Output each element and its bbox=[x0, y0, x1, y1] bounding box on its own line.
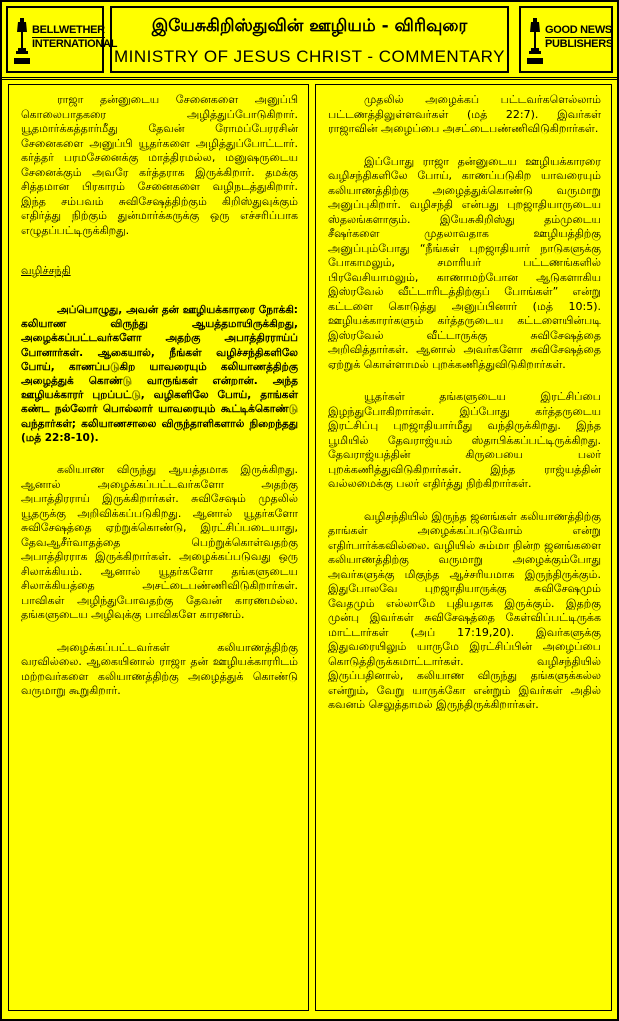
paragraph: முதலில் அழைக்கப் பட்டவர்களெல்லாம் பட்டணத்திலுள்ளவர்கள் (மத் 22:7). இவர்கள் ராஜாவின் அழைப்பை அசட்டைபண்ணிவிடுகிறார்கள். bbox=[328, 93, 601, 135]
section-heading: வழிச்சந்தி bbox=[21, 264, 71, 277]
title-box bbox=[110, 6, 509, 73]
right-column bbox=[315, 84, 612, 1011]
paragraph: வழிசந்தியில் இருந்த ஜனங்கள் கலியாணத்திற்கு தாங்கள் அழைக்கப்படுவோம் என்று எதிர்பார்க்கவில்லை. வழியில் சும்மா நின்ற ஜனங்களை கலியாணத்திற்கு வருமாறு அழைக்கும்போது அவர்களுக்கு மிகுந்த ஆச்சரியமாக இருந்திருக்கும். இதுபோலவே புறஜாதியாருக்கு சுவிசேஷமும் வேதமும் எல்லாமே புதியதாக இருக்கும். இதற்கு முன்பு இவர்கள் சுவிசேஷத்தை கேள்விப்பட்டிருக்க மாட்டார்கள் (அப் 17:19,20). இவர்களுக்கு இதுவரையிலும் யாருமே இரட்சிப்பின் அழைப்பை கொடுத்திருக்கமாட்டார்கள். வழிசந்தியில் இருப்பதினால், கலியாண விருந்து தங்களுக்கல்ல என்றும், வேறு யாருக்கோ என்றும் இவர்கள் அதில் கவனம் செலுத்தாமல் இருந்திருக்கிறார்கள். bbox=[328, 509, 601, 711]
bellwether-logo bbox=[6, 6, 118, 73]
scripture-quote: அப்பொழுது, அவன் தன் ஊழியக்காரரை நோக்கி: கலியாண விருந்து ஆயத்தமாயிருக்கிறது, அழைக்கப்பட்டவர்களோ அதற்கு அபாத்திரராய்ப் போனார்கள். ஆகையால், நீங்கள் வழிச்சந்திகளிலே போய், காணப்படுகிற யாவரையும் கலியாணத்திற்கு அழைத்துக் கொண்டு வாருங்கள் என்றான். அந்த ஊழியக்காரர் புறப்பட்டு, வழிகளிலே போய், தாங்கள் கண்ட நல்லோர் பொல்லார் யாவரையும் கூட்டிக்கொண்டு வந்தார்கள்; கலியாணசாலை விருந்தாளிகளால் நிறைந்தது (மத் 22:8-10). bbox=[21, 304, 298, 444]
paragraph: கலியாண விருந்து ஆயத்தமாக இருக்கிறது. ஆனால் அழைக்கப்பட்டவர்களோ அதற்கு அபாத்திரராய் இருக்கிறார்கள். சுவிசேஷம் முதலில் யூதருக்கு அறிவிக்கப்படுகிறது. ஆனால் யூதர்களோ சுவிசேஷத்தை ஏற்றுக்கொண்டு, இரட்சிப்படையாது, தேவஆசீர்வாதத்தை பெற்றுக்கொள்வதற்கு அபாத்திரராக இருக்கிறார்கள். அழைக்கப்படுவது ஒரு சிலாக்கியம். ஆனால் யூதர்களோ தங்களுடைய சிலாக்கியத்தை அசட்டைபண்ணிவிடுகிறார்கள். பாவிகள் அழிந்துபோவதற்கு தேவன் காரணமல்ல. தங்களுடைய அழிவுக்கு பாவிகளே காரணம். bbox=[21, 463, 298, 622]
page-title-tamil: இயேசுகிறிஸ்துவின் ஊழியம் - விரிவுரை bbox=[151, 16, 468, 36]
left-column bbox=[8, 84, 309, 1011]
page-title-english: MINISTRY OF JESUS CHRIST - COMMENTARY bbox=[114, 47, 505, 66]
paragraph: இப்போது ராஜா தன்னுடைய ஊழியக்காரரை வழிசந்திகளிலே போய், காணப்படுகிற யாவரையும் கலியாணத்திற்கு அழைத்துக்கொண்டு வருமாறு அனுப்புகிறார். வழிசந்தி என்பது புறஜாதியாருடைய ஸ்தலங்களாகும். இயேசுகிறிஸ்து தம்முடைய சீஷர்களை முதலாவதாக ஊழியத்திற்கு அனுப்பும்போது “நீங்கள் புறஜாதியார் நாடுகளுக்கு போகாமலும், சமாரியர் பட்டணங்களில் பிரவேசியாமலும், காணாமற்போன ஆடுகளாகிய இஸ்ரவேல் வீட்டாரிடத்திற்குப் போங்கள்” என்று கட்டளை கொடுத்து அனுப்பினார் (மத் 10:5). ஊழியக்காரர்களும் கர்த்தருடைய கட்டளையின்படி இஸ்ரவேல் வீட்டாருக்கு சுவிசேஷத்தை அறிவித்தார்கள். ஆனால் அவர்களோ சுவிசேஷத்தை ஏற்றுக் கொள்ளாமல் புறக்கணித்துவிடுகிறார்கள். bbox=[328, 154, 601, 371]
lamp-icon bbox=[527, 18, 543, 64]
paragraph: ராஜா தன்னுடைய சேனைகளை அனுப்பி கொலைபாதகரை அழித்துப்போடுகிறார். யூதமார்க்கத்தார்மீது தேவன் ரோமப்பேரரசின் சேனைகளை அனுப்பி யூதர்களை அழித்துப்போட்டார். கர்த்தர் பரமசேனைக்கு மாத்திரமல்ல, மனுஷருடைய சேனைக்கும் அவரே கர்த்தராக இருக்கிறார். தமக்கு சித்தமான பிரகாரம் சேனைகளை வழிநடத்துகிறார். இந்த சம்பவம் சுவிசேஷத்திற்கும் கிறிஸ்துவுக்கும் எதிர்த்து நிற்கும் துன்மார்க்கருக்கு ஒரு எச்சரிப்பாக எழுதப்பட்டிருக்கிறது. bbox=[21, 93, 298, 237]
lamp-icon bbox=[14, 18, 30, 64]
page-header bbox=[2, 2, 617, 80]
paragraph: யூதர்கள் தங்களுடைய இரட்சிப்பை இழந்துபோகிறார்கள். இப்போது கர்த்தருடைய இரட்சிப்பு புறஜாதியார்மீது வந்திருக்கிறது. இந்த பூமியில் தேவராஜ்யம் ஸ்தாபிக்கப்பட்டிருக்கிறது. தேவராஜ்யத்தின் கிருபையை பலர் புறக்கணித்துவிடுகிறார்கள். இந்த ராஜ்யத்தின் வல்லமைக்கு பலர் எதிர்த்து நிற்கிறார்கள். bbox=[328, 390, 601, 490]
paragraph: அழைக்கப்பட்டவர்கள் கலியாணத்திற்கு வரவில்லை. ஆகையினால் ராஜா தன் ஊழியக்காரரிடம் மற்றவர்களை கலியாணத்திற்கு அழைத்துக் கொண்டு வருமாறு கூறுகிறார். bbox=[21, 640, 298, 698]
good-news-logo bbox=[519, 6, 613, 73]
good-news-logo-text: GOOD NEWS PUBLISHERS bbox=[545, 24, 613, 50]
bellwether-logo-text: BELLWETHER INTERNATIONAL bbox=[32, 24, 118, 50]
